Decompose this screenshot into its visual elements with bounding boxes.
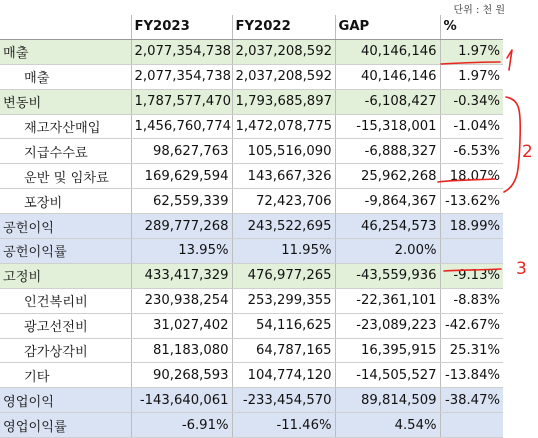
- digit-one-stroke: [507, 50, 512, 70]
- cell-fy2023: 169,629,594: [131, 164, 232, 189]
- cell-fy2023: 98,627,763: [131, 139, 232, 164]
- cell-fy2022: -11.46%: [232, 413, 335, 438]
- cell-fy2023: 230,938,254: [131, 288, 232, 313]
- cell-pct: 18.99%: [440, 214, 503, 239]
- cell-fy2023: 13.95%: [131, 239, 232, 264]
- cell-fy2023: 2,077,354,738: [131, 64, 232, 89]
- row-label: 포장비: [0, 189, 131, 214]
- cell-fy2023: 90,268,593: [131, 363, 232, 388]
- cell-fy2023: 1,787,577,470: [131, 89, 232, 114]
- row-label: 영업이익: [0, 388, 131, 413]
- cell-pct: -13.84%: [440, 363, 503, 388]
- cell-fy2022: 1,793,685,897: [232, 89, 335, 114]
- underline-mark-2: [438, 179, 495, 182]
- cell-fy2023: 2,077,354,738: [131, 39, 232, 64]
- header-cell-fy2023: FY2023: [131, 15, 232, 39]
- header-cell-pct: %: [440, 15, 503, 39]
- cell-fy2022: 2,037,208,592: [232, 39, 335, 64]
- cell-fy2023: 1,456,760,774: [131, 114, 232, 139]
- row-label: 공헌이익률: [0, 239, 131, 264]
- cell-gap: -6,108,427: [335, 89, 440, 114]
- cell-fy2022: 253,299,355: [232, 288, 335, 313]
- header-cell-fy2022: FY2022: [232, 15, 335, 39]
- cell-fy2022: 54,116,625: [232, 313, 335, 338]
- cell-fy2022: 104,774,120: [232, 363, 335, 388]
- bracket-mark-2: [504, 97, 520, 192]
- cell-fy2023: 433,417,329: [131, 263, 232, 288]
- row-label: 재고자산매입: [0, 114, 131, 139]
- row-label: 운반 및 임차료: [0, 164, 131, 189]
- cell-fy2023: -143,640,061: [131, 388, 232, 413]
- row-label: 공헌이익: [0, 214, 131, 239]
- cell-pct: -38.47%: [440, 388, 503, 413]
- row-label: 변동비: [0, 89, 131, 114]
- row-label: 매출: [0, 39, 131, 64]
- cell-gap: -9,864,367: [335, 189, 440, 214]
- cell-pct: -1.04%: [440, 114, 503, 139]
- digit-2-mark: 2: [522, 142, 533, 162]
- cell-pct: 1.97%: [440, 39, 503, 64]
- cell-gap: 89,814,509: [335, 388, 440, 413]
- cell-gap: 2.00%: [335, 239, 440, 264]
- cell-pct: -8.83%: [440, 288, 503, 313]
- cell-gap: -43,559,936: [335, 263, 440, 288]
- row-label: 고정비: [0, 263, 131, 288]
- cell-gap: 46,254,573: [335, 214, 440, 239]
- row-label: 인건복리비: [0, 288, 131, 313]
- row-label: 광고선전비: [0, 313, 131, 338]
- row-label: 영업이익률: [0, 413, 131, 438]
- cell-gap: -14,505,527: [335, 363, 440, 388]
- cell-fy2023: 289,777,268: [131, 214, 232, 239]
- cell-fy2022: 11.95%: [232, 239, 335, 264]
- cell-pct: 25.31%: [440, 338, 503, 363]
- cell-fy2023: 81,183,080: [131, 338, 232, 363]
- row-label: 매출: [0, 64, 131, 89]
- header-cell-gap: GAP: [335, 15, 440, 39]
- cell-fy2022: -233,454,570: [232, 388, 335, 413]
- cell-fy2023: 31,027,402: [131, 313, 232, 338]
- cell-gap: 40,146,146: [335, 64, 440, 89]
- cell-fy2022: 143,667,326: [232, 164, 335, 189]
- cell-pct: -13.62%: [440, 189, 503, 214]
- underline-mark-3: [444, 269, 501, 271]
- cell-fy2022: 105,516,090: [232, 139, 335, 164]
- cell-pct: 1.97%: [440, 64, 503, 89]
- cell-fy2022: 243,522,695: [232, 214, 335, 239]
- cell-gap: -23,089,223: [335, 313, 440, 338]
- cell-fy2022: 64,787,165: [232, 338, 335, 363]
- cell-gap: 4.54%: [335, 413, 440, 438]
- cell-gap: -22,361,101: [335, 288, 440, 313]
- cell-fy2022: 72,423,706: [232, 189, 335, 214]
- cell-fy2022: 476,977,265: [232, 263, 335, 288]
- cell-gap: 25,962,268: [335, 164, 440, 189]
- cell-pct: -42.67%: [440, 313, 503, 338]
- cell-pct: -9.13%: [440, 263, 503, 288]
- cell-gap: -15,318,001: [335, 114, 440, 139]
- cell-fy2023: 62,559,339: [131, 189, 232, 214]
- cell-pct: -6.53%: [440, 139, 503, 164]
- row-label: 감가상각비: [0, 338, 131, 363]
- cell-pct: -0.34%: [440, 89, 503, 114]
- digit-3-mark: 3: [516, 259, 527, 279]
- cell-fy2022: 2,037,208,592: [232, 64, 335, 89]
- underline-mark-1: [441, 62, 500, 64]
- cell-fy2023: -6.91%: [131, 413, 232, 438]
- cell-gap: -6,888,327: [335, 139, 440, 164]
- cell-pct: 18.07%: [440, 164, 503, 189]
- unit-note: 단위 : 천 원: [453, 5, 505, 16]
- cell-gap: 40,146,146: [335, 39, 440, 64]
- row-label: 지급수수료: [0, 139, 131, 164]
- cell-fy2022: 1,472,078,775: [232, 114, 335, 139]
- cell-gap: 16,395,915: [335, 338, 440, 363]
- row-label: 기타: [0, 363, 131, 388]
